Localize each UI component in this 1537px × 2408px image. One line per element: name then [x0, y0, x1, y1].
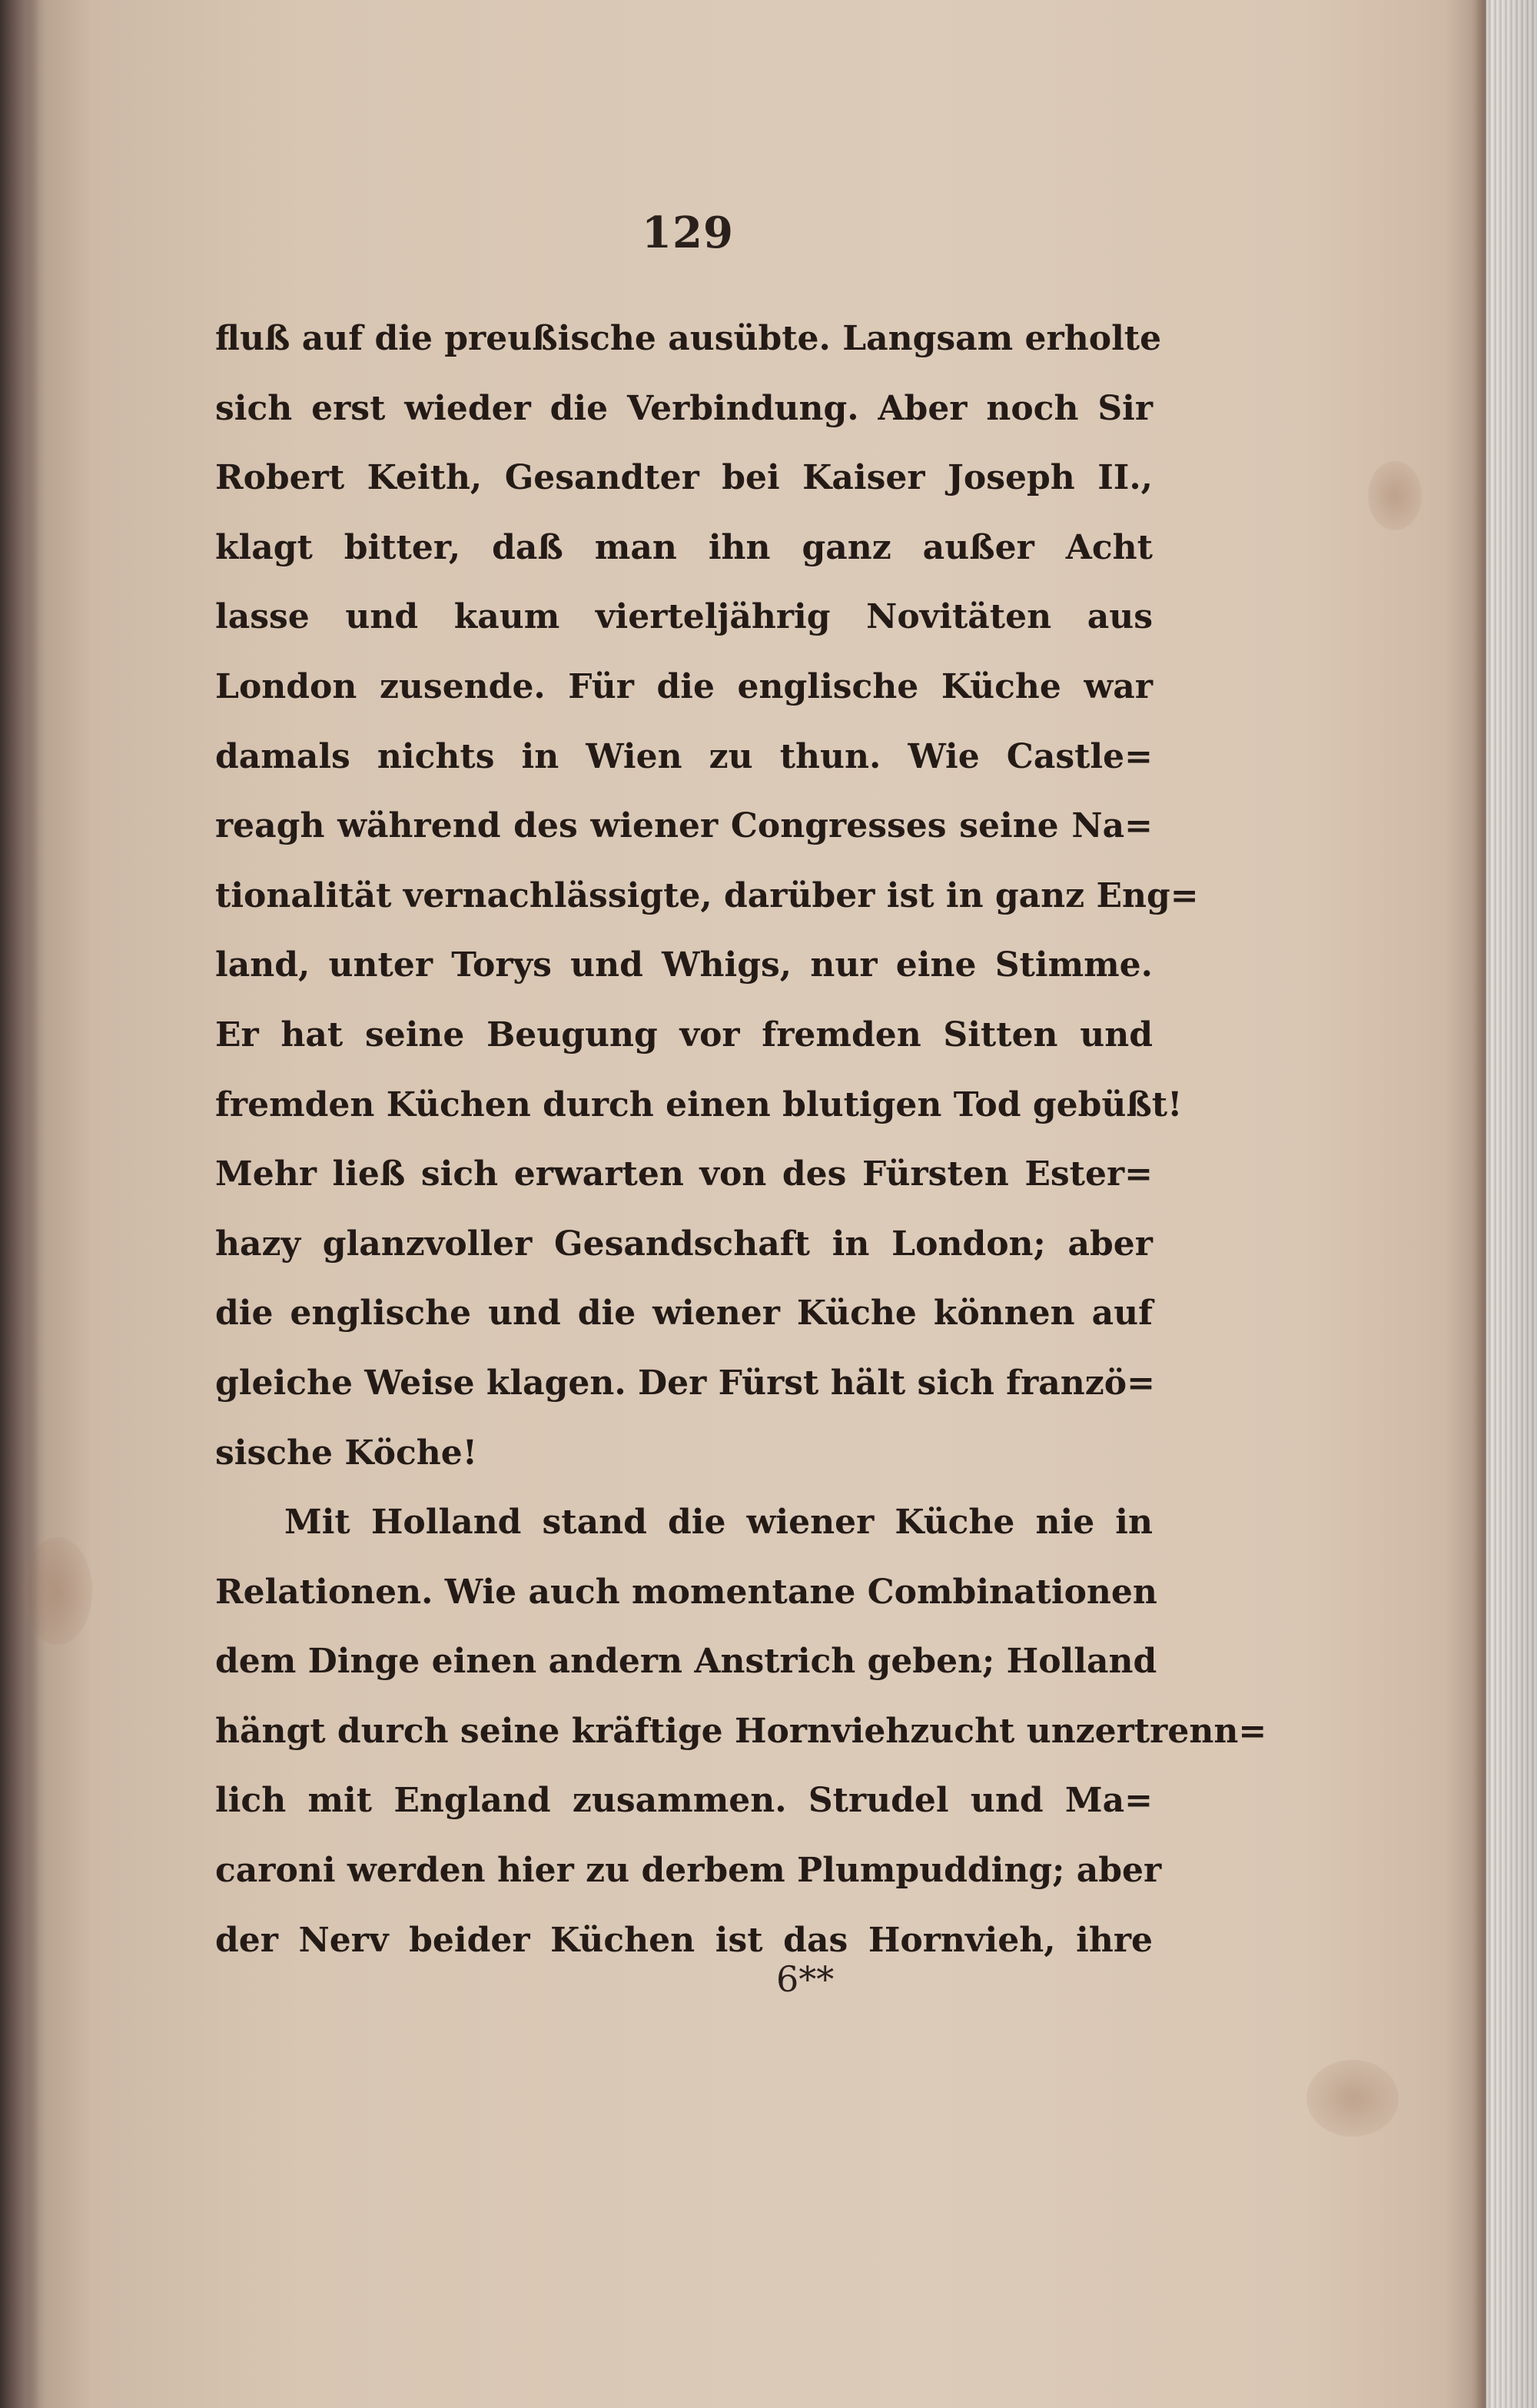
text-line: Robert Keith, Gesandter bei Kaiser Joseph II.,: [215, 458, 1153, 498]
text-line: sische Köche!: [215, 1433, 478, 1473]
text-line: klagt bitter, daß man ihn ganz außer Acht: [215, 527, 1153, 567]
text-line: die englische und die wiener Küche können auf: [215, 1294, 1153, 1334]
text-line: Relationen. Wie auch momentane Combinationen: [215, 1572, 1157, 1612]
body-text: [215, 304, 1267, 1975]
text-line: gleiche Weise klagen. Der Fürst hält sich franzö=: [215, 1363, 1155, 1403]
book-gutter: [0, 0, 40, 2408]
page-number: 129: [642, 208, 734, 258]
text-line: sich erst wieder die Verbindung. Aber noch Sir: [215, 388, 1153, 428]
text-line: damals nichts in Wien zu thun. Wie Castle=: [215, 736, 1153, 776]
paper-stain: [23, 1537, 92, 1645]
paper-stain: [1306, 2060, 1399, 2137]
text-line: Mehr ließ sich erwarten von des Fürsten Ester=: [215, 1154, 1153, 1194]
text-line: reagh während des wiener Congresses seine Na=: [215, 806, 1153, 846]
text-line: lich mit England zusammen. Strudel und Ma=: [215, 1781, 1153, 1821]
text-line: der Nerv beider Küchen ist das Hornvieh, ihre: [215, 1920, 1153, 1960]
text-line: London zusende. Für die englische Küche war: [215, 666, 1153, 706]
text-line: caroni werden hier zu derbem Plumpudding; aber: [215, 1851, 1162, 1891]
text-line: hazy glanzvoller Gesandschaft in London; aber: [215, 1224, 1153, 1264]
page-stack-edge: [1486, 0, 1537, 2408]
printer-signature-mark: 6**: [776, 1958, 835, 2000]
text-line: fremden Küchen durch einen blutigen Tod gebüßt!: [215, 1084, 1183, 1124]
text-line: fluß auf die preußische ausübte. Langsam erholte: [215, 319, 1162, 358]
text-line: land, unter Torys und Whigs, nur eine Stimme.: [215, 945, 1153, 985]
text-line: dem Dinge einen andern Anstrich geben; Holland: [215, 1642, 1157, 1682]
text-line: hängt durch seine kräftige Hornviehzucht unzertrenn=: [215, 1711, 1267, 1751]
text-line: Mit Holland stand die wiener Küche nie in: [284, 1503, 1153, 1543]
text-line: Er hat seine Beugung vor fremden Sitten und: [215, 1015, 1153, 1055]
paper-stain: [1368, 461, 1422, 530]
text-line: tionalität vernachlässigte, darüber ist in ganz Eng=: [215, 875, 1199, 915]
text-line: lasse und kaum vierteljährig Novitäten aus: [215, 597, 1153, 637]
